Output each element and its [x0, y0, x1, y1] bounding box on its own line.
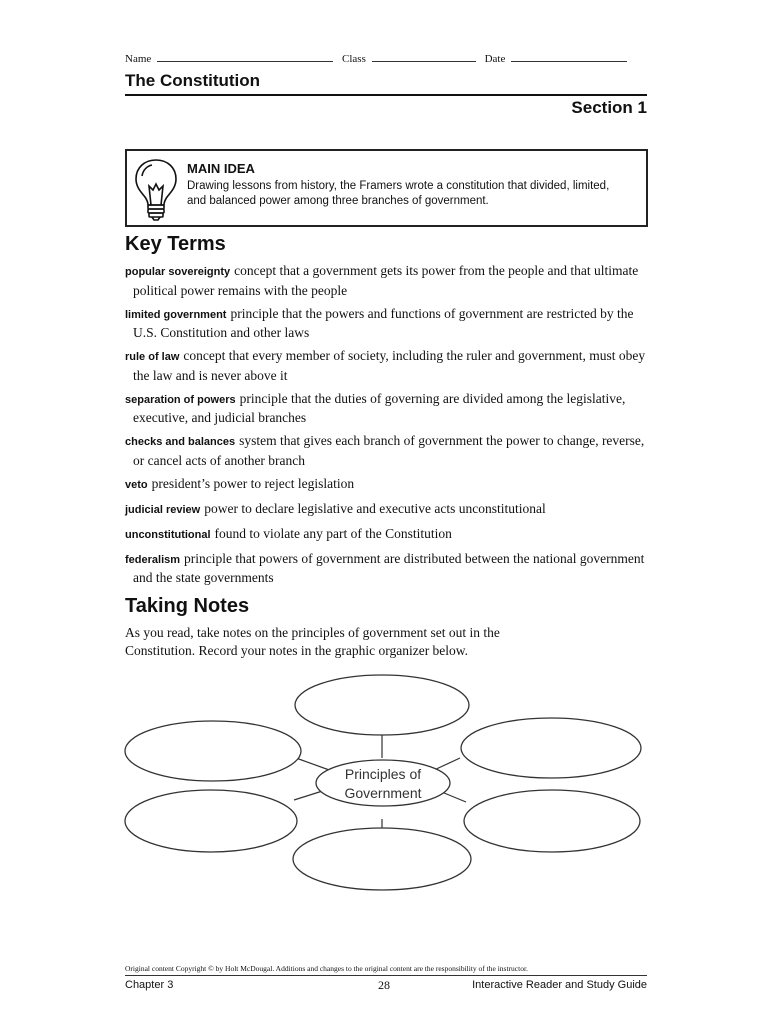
note-oval-lower-left[interactable] [125, 790, 297, 852]
footer-divider [125, 975, 647, 976]
name-blank[interactable] [157, 52, 333, 62]
term-definition: concept that a government gets its power from the people and that ultimate political power remains with the people [133, 263, 639, 298]
list-item [125, 500, 650, 520]
copyright-notice: Original content Copyright © by Holt McDougal. Additions and changes to the original content are the responsibility of the instructor. [125, 964, 528, 973]
name-label: Name [125, 53, 152, 65]
main-idea-box [125, 149, 648, 227]
key-terms-heading: Key Terms [125, 233, 226, 255]
term-label: federalism [125, 553, 181, 566]
term-label: judicial review [125, 503, 201, 516]
list-item [125, 305, 650, 342]
term-label: veto [125, 478, 148, 491]
term-label: popular sovereignty [125, 266, 231, 278]
section-label: Section 1 [571, 98, 647, 117]
list-item [125, 390, 650, 427]
graphic-organizer [120, 670, 650, 920]
term-label: rule of law [125, 351, 180, 363]
term-label: unconstitutional [125, 528, 211, 541]
term-label: separation of powers [125, 393, 236, 406]
term-label: limited government [125, 308, 227, 321]
title-divider [125, 94, 647, 96]
term-definition: principle that powers of government are distributed between the national government and the state governments [133, 550, 645, 585]
taking-notes-heading: Taking Notes [125, 595, 250, 617]
list-item [125, 475, 650, 495]
note-oval-upper-left[interactable] [125, 721, 301, 781]
note-oval-top[interactable] [295, 675, 469, 735]
term-definition: president’s power to reject legislation [151, 475, 355, 491]
name-class-date-line [125, 52, 647, 65]
connector-line [296, 758, 332, 771]
term-definition: concept that every member of society, including the ruler and government, must obey the law and is never above it [133, 348, 646, 383]
note-oval-lower-right[interactable] [464, 790, 640, 852]
term-definition: system that gives each branch of government the power to change, reverse, or cancel acts of another branch [133, 433, 645, 468]
footer-chapter: Chapter 3 [125, 979, 174, 991]
main-idea-text: Drawing lessons from history, the Framers wrote a constitution that divided, limited, and balanced power among three branches of government. [187, 180, 610, 207]
term-definition: principle that the duties of governing are divided among the legislative, executive, and judicial branches [133, 390, 626, 425]
date-label: Date [484, 53, 506, 65]
class-blank[interactable] [372, 52, 476, 62]
page-title: The Constitution [125, 71, 261, 90]
term-label: checks and balances [125, 436, 236, 448]
taking-notes-instructions: As you read, take notes on the principles of government set out in the Constitution. Record your notes in the graphic organizer below. [125, 625, 500, 658]
center-label-line2: Government [344, 785, 422, 801]
lightbulb-icon [131, 156, 181, 222]
term-definition: power to declare legislative and executive acts unconstitutional [204, 500, 546, 516]
center-label-line1: Principles of [344, 766, 422, 782]
list-item [125, 347, 650, 384]
list-item [125, 262, 650, 299]
page-number: 28 [378, 978, 390, 992]
note-oval-bottom[interactable] [293, 828, 471, 890]
term-definition: found to violate any part of the Constitution [214, 525, 452, 541]
date-blank[interactable] [511, 52, 627, 62]
list-item [125, 525, 650, 545]
footer-book-title: Interactive Reader and Study Guide [472, 979, 647, 991]
key-terms-list [125, 262, 650, 592]
main-idea-heading: MAIN IDEA [187, 161, 255, 176]
term-definition: principle that the powers and functions of government are restricted by the U.S. Constitution and other laws [133, 305, 634, 340]
list-item [125, 432, 650, 469]
note-oval-upper-right[interactable] [461, 718, 641, 778]
list-item [125, 550, 650, 587]
class-label: Class [342, 53, 366, 65]
